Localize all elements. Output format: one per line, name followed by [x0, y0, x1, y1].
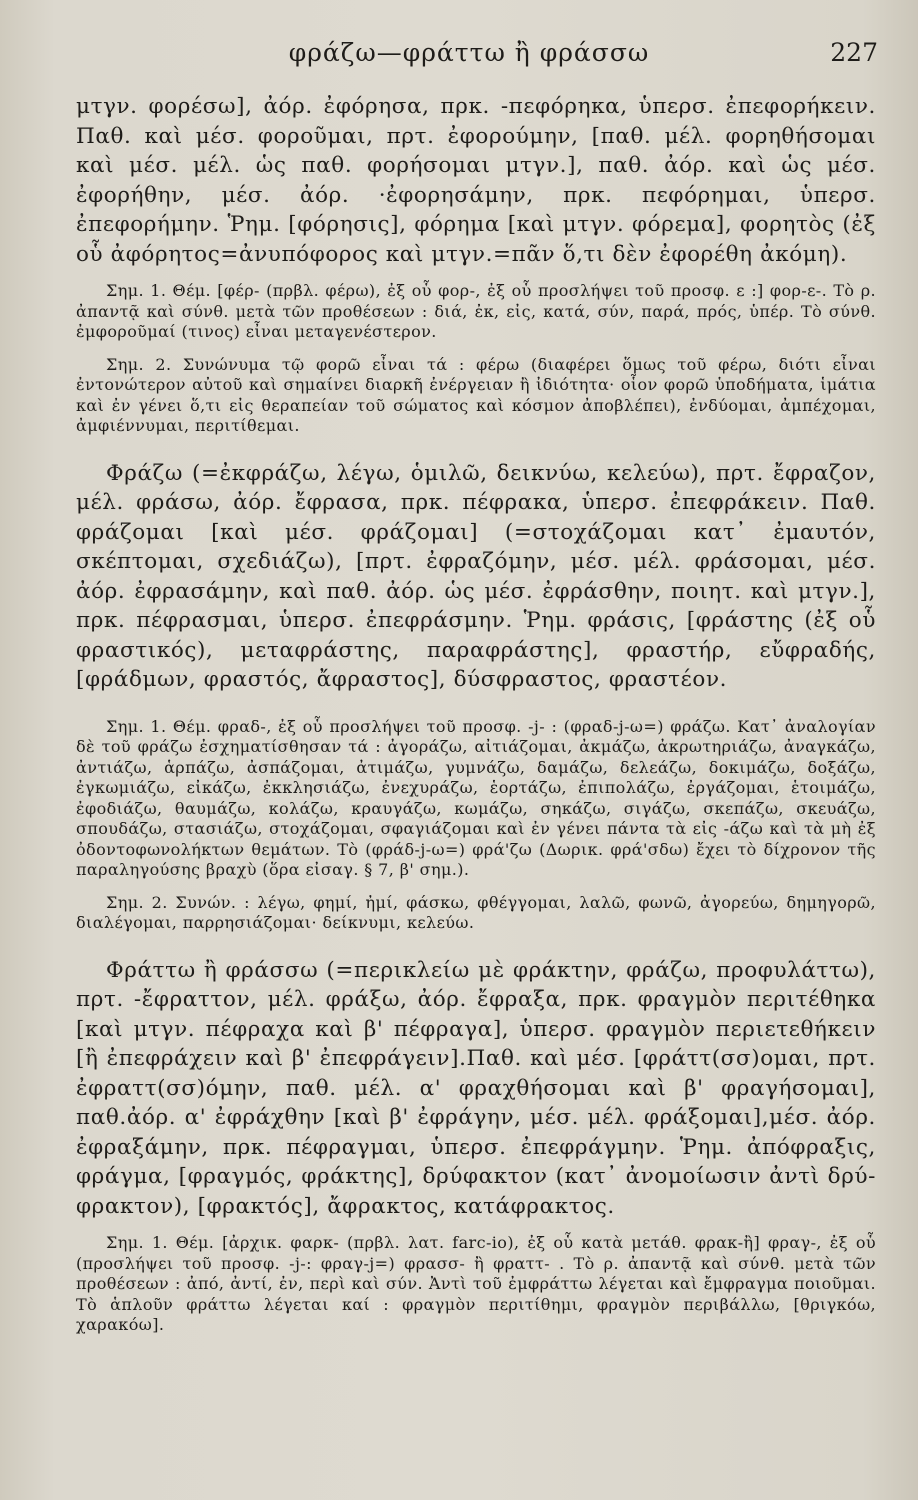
page-header: [60, 38, 878, 78]
entry-continuation-phoro: μτγν. φορέσω], ἀόρ. ἐφόρησα, πρκ. -πεφόρηκα, ὑπερσ. ἐπεφορήκειν. Παθ. καὶ μέσ. φοροῦμαι, πρτ. ἐφορούμην, [παθ. μέλ. φορηθήσομαι καὶ μέσ. μέλ. ὡς παθ. φορήσομαι μτγν.], παθ. ἀόρ. καὶ ὡς μέσ. ἐφορήθην, μέσ. ἀόρ. ·ἐφορησάμην, πρκ. πεφόρημαι, ὑπερσ. ἐπεφορήμην. Ῥημ. [φόρησις], φόρημα [καὶ μτγν. φόρεμα], φορητὸς (ἐξ οὗ ἀφόρητος=ἀνυπόφορος καὶ μτγν.=πᾶν ὅ,τι δὲν ἐφορέθη ἀκόμη).: [76, 94, 876, 267]
note-1-phoro: Σημ. 1. Θέμ. [φέρ- (πρβλ. φέρω), ἐξ οὗ φορ-, ἐξ οὗ προσλήψει τοῦ προσφ. ε :] φορ-ε-. Τὸ ρ. ἀπαντᾷ καὶ σύνθ. μετὰ τῶν προθέσεων : διά, ἐκ, εἰς, κατά, σύν, παρά, πρός, ὑπέρ. Τὸ σύνθ. ἐμφοροῦμαί (τινος) εἶναι μεταγενέστερον.: [76, 281, 876, 341]
note-1-phratto: Σημ. 1. Θέμ. [ἀρχικ. φαρκ- (πρβλ. λατ. farc-io), ἐξ οὗ κατὰ μετάθ. φρακ-ἢ] φραγ-, ἐξ οὗ (προσλήψει τοῦ προσφ. -j-: φραγ-j=) φρασσ- ἢ φραττ- . Τὸ ρ. ἀπαντᾷ καὶ σύνθ. μετὰ τῶν προθέσεων : ἀπό, ἀντί, ἐν, περὶ καὶ σύν. Ἀντὶ τοῦ ἐμφράττω λέγεται καὶ ἔμφραγμα ποιοῦμαι. Τὸ ἁπλοῦν φράττω λέγεται καί : φραγμὸν περιτίθημι, φραγμὸν περιβάλλω, [θριγκόω, χαρακόω].: [76, 1233, 876, 1334]
note-2-phrazo: Σημ. 2. Συνών. : λέγω, φημί, ἠμί, φάσκω, φθέγγομαι, λαλῶ, φωνῶ, ἀγορεύω, δημηγορῶ, διαλέγομαι, παρρησιάζομαι· δείκνυμι, κελεύω.: [76, 892, 876, 932]
running-title: φράζω—φράττω ἢ φράσσω: [288, 38, 650, 67]
page-number: 227: [830, 38, 878, 67]
note-2-phoro: Σημ. 2. Συνώνυμα τῷ φορῶ εἶναι τά : φέρω (διαφέρει ὅμως τοῦ φέρω, διότι εἶναι ἐντονώτερον αὐτοῦ καὶ σημαίνει διαρκῆ ἐνέργειαν ἢ ἰδιότητα· οἷον φορῶ ὑποδήματα, ἱμάτια καὶ ἐν γένει ὅ,τι εἰς θεραπείαν τοῦ σώματος καὶ κόσμον ἀποβλέπει), ἐνδύομαι, ἀμπέχομαι, ἀμφιέννυμαι, περιτίθεμαι.: [76, 354, 876, 435]
entry-phratto: Φράττω ἢ φράσσω (=περικλείω μὲ φράκτην, φράζω, προφυλάττω), πρτ. -ἔφραττον, μέλ. φράξω, ἀόρ. ἔφραξα, πρκ. φραγμὸν περιτέθηκα [καὶ μτγν. πέφραχα καὶ β' πέφραγα], ὑπερσ. φραγμὸν περιετεθήκειν [ἢ ἐπεφράχειν καὶ β' ἐπεφράγειν].Παθ. καὶ μέσ. [φράττ(σσ)ομαι, πρτ. ἐφραττ(σσ)όμην, παθ. μέλ. α' φραχθήσομαι καὶ β' φραγήσομαι], παθ.ἀόρ. α' ἐφράχθην [καὶ β' ἐφράγην, μέσ. μέλ. φράξομαι],μέσ. ἀόρ. ἐφραξάμην, πρκ. πέφραγμαι, ὑπερσ. ἐπεφράγμην. Ῥημ. ἀπόφραξις, φράγμα, [φραγμός, φράκτης], δρύφακτον (κατ᾽ ἀνομοίωσιν ἀντὶ δρύ-φρακτον), [φρακτός], ἄφρακτος, κατάφρακτος.: [76, 957, 876, 1219]
entry-phrazo: Φράζω (=ἐκφράζω, λέγω, ὁμιλῶ, δεικνύω, κελεύω), πρτ. ἔφραζον, μέλ. φράσω, ἀόρ. ἔφρασα, πρκ. πέφρακα, ὑπερσ. ἐπεφράκειν. Παθ. φράζομαι [καὶ μέσ. φράζομαι] (=στοχάζομαι κατ᾽ ἐμαυτόν, σκέπτομαι, σχεδιάζω), [πρτ. ἐφραζόμην, μέσ. μέλ. φράσομαι, μέσ. ἀόρ. ἐφρασάμην, καὶ παθ. ἀόρ. ὡς μέσ. ἐφράσθην, ποιητ. καὶ μτγν.], πρκ. πέφρασμαι, ὑπερσ. ἐπεφράσμην. Ῥημ. φράσις, [φράστης (ἐξ οὗ φραστικός), μεταφράστης, παραφράστης], φραστήρ, εὔφραδής, [φράδμων, φραστός, ἄφραστος], δύσφραστος, φραστέον.: [76, 460, 876, 692]
page-content: [76, 92, 876, 1336]
note-1-phrazo: Σημ. 1. Θέμ. φραδ-, ἐξ οὗ προσλήψει τοῦ προσφ. -j- : (φραδ-j-ω=) φράζω. Κατ᾽ ἀναλογίαν δὲ τοῦ φράζω ἐσχηματίσθησαν τά : ἀγοράζω, αἰτιάζομαι, ἀκμάζω, ἀκρωτηριάζω, ἀναγκάζω, ἀντιάζω, ἁρπάζω, ἀσπάζομαι, ἀτιμάζω, γυμνάζω, δαμάζω, δελεάζω, δοκιμάζω, δοξάζω, ἐγκωμιάζω, εἰκάζω, ἐκκλησιάζω, ἐνεχυράζω, ἑορτάζω, ἐπιπολάζω, ἐργάζομαι, ἑτοιμάζω, ἐφοδιάζω, θαυμάζω, κολάζω, κραυγάζω, κωμάζω, σηκάζω, σιγάζω, σκεπάζω, σκευάζω, σπουδάζω, στασιάζω, στοχάζομαι, σφαγιάζομαι καὶ ἐν γένει πάντα τὰ εἰς -άζω καὶ τὰ μὴ ἐξ ὀδοντοφωνολήκτων θεμάτων. Τὸ (φράδ-j-ω=) φρά'ζω (Δωρικ. φρά'σδω) ἔχει τὸ δίχρονον τῆς παραληγούσης βραχὺ (ὅρα εἰσαγ. § 7, β' σημ.).: [76, 716, 876, 879]
